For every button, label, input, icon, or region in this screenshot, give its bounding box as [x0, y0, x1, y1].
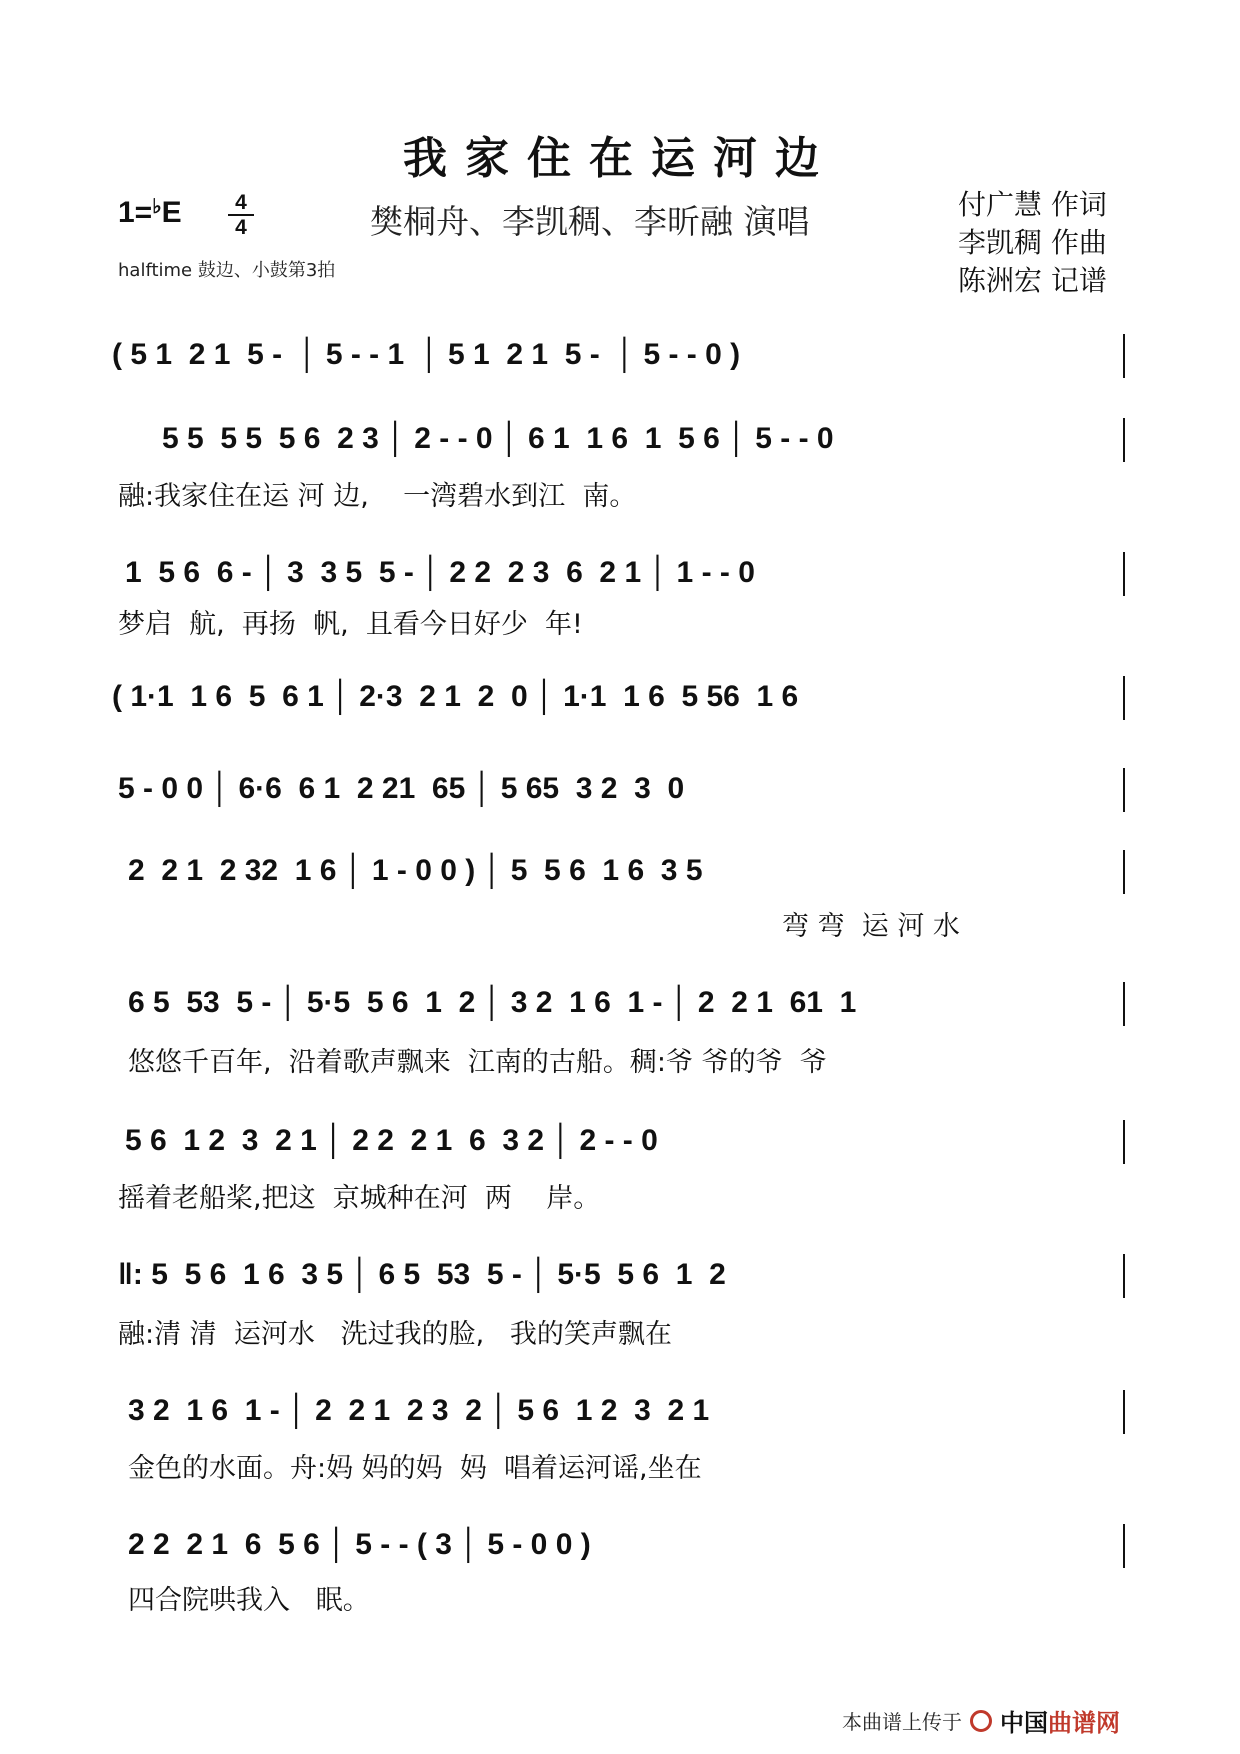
transcriber: 陈洲宏 记谱	[958, 264, 1107, 297]
end-barline	[1123, 768, 1125, 812]
notes-row-10: 3 2 1 6 1 - │ 2 2 1 2 3 2 │ 5 6 1 2 3 2 1	[128, 1394, 710, 1427]
site-logo-icon	[970, 1710, 992, 1732]
notes-row-11: 2 2 2 1 6 5 6 │ 5 - - ( 3 │ 5 - 0 0 )	[128, 1528, 591, 1561]
performance-note: halftime 鼓边、小鼓第3拍	[118, 260, 336, 281]
end-barline	[1123, 1390, 1125, 1434]
notes-row-2: 5 5 5 5 5 6 2 3 │ 2 - - 0 │ 6 1 1 6 1 5 6 │ 5 - - 0	[162, 422, 834, 455]
end-barline	[1123, 1254, 1125, 1298]
end-barline	[1123, 1524, 1125, 1568]
notes-row-5: 5 - 0 0 │ 6·6 6 1 2 21 65 │ 5 65 3 2 3 0	[118, 772, 685, 805]
notes-row-1: ( 5 1 2 1 5 - │ 5 - - 1 │ 5 1 2 1 5 - │ 5 - - 0 )	[112, 338, 741, 371]
credits	[958, 186, 1107, 300]
footer-watermark	[842, 1703, 1120, 1738]
upload-text: 本曲谱上传于	[842, 1710, 962, 1734]
lyrics-row-2: 融:我家住在运 河 边, 一湾碧水到江 南。	[118, 481, 637, 512]
end-barline	[1123, 676, 1125, 720]
notes-row-6: 2 2 1 2 32 1 6 │ 1 - 0 0 ) │ 5 5 6 1 6 3 5	[128, 854, 703, 887]
flat-sign: ♭	[152, 196, 162, 218]
lyrics-row-3: 梦启 航, 再扬 帆, 且看今日好少 年!	[118, 609, 583, 640]
time-top: 4	[235, 191, 247, 214]
lyrics-row-11: 四合院哄我入 眠。	[128, 1585, 370, 1616]
composer: 李凯稠 作曲	[958, 226, 1107, 259]
lyrics-row-10: 金色的水面。舟:妈 妈的妈 妈 唱着运河谣,坐在	[128, 1453, 702, 1484]
time-bottom: 4	[235, 216, 247, 239]
lyrics-row-7: 悠悠千百年, 沿着歌声飘来 江南的古船。稠:爷 爷的爷 爷	[128, 1047, 827, 1078]
end-barline	[1123, 552, 1125, 596]
key-prefix: 1=	[118, 196, 153, 229]
song-title: 我家住在运河边	[403, 133, 837, 184]
site-logo: 中国曲谱网	[1000, 1709, 1120, 1737]
end-barline	[1123, 982, 1125, 1026]
notes-row-3: 1 5 6 6 - │ 3 3 5 5 - │ 2 2 2 3 6 2 1 │ 1 - - 0	[125, 556, 755, 589]
notes-row-8: 5 6 1 2 3 2 1 │ 2 2 2 1 6 3 2 │ 2 - - 0	[125, 1124, 658, 1157]
performers: 樊桐舟、李凯稠、李昕融 演唱	[370, 202, 810, 241]
lyricist: 付广慧 作词	[958, 188, 1107, 221]
lyrics-row-6: 弯 弯 运 河 水	[782, 911, 960, 942]
notes-row-9: ‖: 5 5 6 1 6 3 5 │ 6 5 53 5 - │ 5·5 5 6 1 2	[118, 1258, 726, 1291]
key-signature	[118, 196, 182, 230]
lyrics-row-8: 摇着老船桨,把这 京城种在河 两 岸。	[118, 1183, 601, 1214]
time-signature	[228, 192, 254, 238]
end-barline	[1123, 850, 1125, 894]
end-barline	[1123, 334, 1125, 378]
notes-row-4: ( 1·1 1 6 5 6 1 │ 2·3 2 1 2 0 │ 1·1 1 6 5 56 1 6	[112, 680, 799, 713]
end-barline	[1123, 1120, 1125, 1164]
notes-row-7: 6 5 53 5 - │ 5·5 5 6 1 2 │ 3 2 1 6 1 - │ 2 2 1 61 1	[128, 986, 857, 1019]
end-barline	[1123, 418, 1125, 462]
lyrics-row-9: 融:清 清 运河水 洗过我的脸, 我的笑声飘在	[118, 1319, 672, 1350]
key-letter: E	[161, 196, 182, 229]
